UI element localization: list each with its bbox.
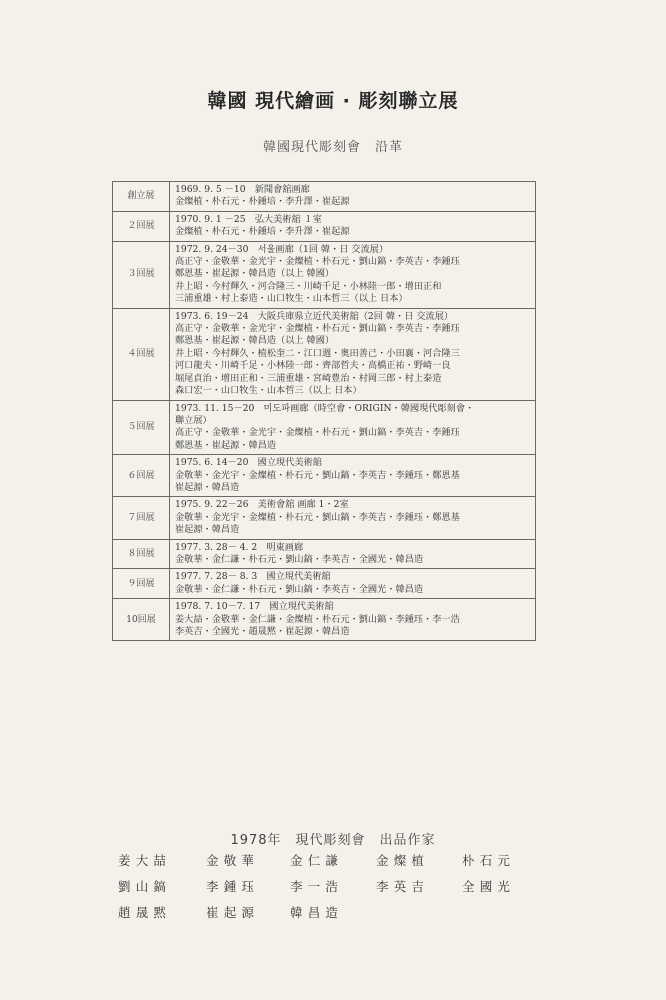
history-row xyxy=(113,400,536,455)
exhibition-participants: 高正守・金敬華・金光宇・金燦植・朴石元・劉山鎬・李英吉・李鍾珏 xyxy=(175,256,460,268)
exhibition-participants: 森口宏一・山口牧生・山本哲三（以上 日本） xyxy=(175,385,362,397)
exhibition-date-venue: 1970. 9. 1 －25 弘大美術舘 １室 xyxy=(175,213,322,225)
exhibition-date-venue: 1975. 9. 22－26 美術會舘 画廊 1・2室 xyxy=(175,499,349,511)
artist-name: 金敬華 xyxy=(206,853,260,868)
exhibition-participants: 李英吉・全國光・趙晟黙・崔起源・韓昌造 xyxy=(175,626,350,637)
exhibition-entry xyxy=(170,539,536,569)
history-row xyxy=(113,308,536,400)
exhibition-participants: 堀尾貞治・增田正和・三浦重雄・宮崎豊治・村岡三郎・村上泰造 xyxy=(175,372,442,384)
exhibition-date-venue: 1969. 9. 5 －10 新聞會舘画廊 xyxy=(175,184,310,195)
history-subtitle: 韓國現代彫刻會 沿革 xyxy=(262,140,403,155)
artist-name: 李英吉 xyxy=(376,879,430,894)
exhibition-participants: 鄭恩基・崔起源・韓昌造 xyxy=(175,439,277,451)
exhibition-label: ９回展 xyxy=(113,569,170,599)
artists-row xyxy=(118,903,538,929)
exhibition-entry xyxy=(170,308,536,400)
exhibition-label: ６回展 xyxy=(113,455,170,497)
artists-row xyxy=(118,851,538,877)
exhibition-label: 創立展 xyxy=(113,182,170,212)
history-row xyxy=(113,241,536,308)
history-row xyxy=(113,539,536,569)
exhibition-participants: 高正守・金敬華・金光宇・金燦植・朴石元・劉山鎬・李英吉・李鍾珏 xyxy=(175,323,460,335)
exhibition-participants: 金敬華・金光宇・金燦植・朴石元・劉山鎬・李英吉・李鍾珏・鄭恩基 xyxy=(175,511,460,523)
exhibition-participants: 河口龍夫・川崎千足・小林陸一郎・齊部哲夫・高橋正祐・野崎一良 xyxy=(175,360,451,372)
history-row xyxy=(113,455,536,497)
exhibition-date-venue: 1972. 9. 24－30 서울画廊（1回 韓・日 交流展） xyxy=(175,243,389,255)
exhibition-label: ４回展 xyxy=(113,308,170,400)
exhibition-label: 10回展 xyxy=(113,599,170,641)
exhibition-participants: 高正守・金敬華・金光宇・金燦植・朴石元・劉山鎬・李英吉・李鍾珏 xyxy=(175,427,460,439)
exhibition-label: ５回展 xyxy=(113,400,170,455)
exhibition-participants: 金燦植・朴石元・朴鍾培・李升澤・崔起源 xyxy=(175,196,350,208)
exhibition-participants: 聯立展） xyxy=(175,414,212,426)
artists-title: 1978年 現代彫刻會 出品作家 xyxy=(230,833,436,848)
exhibition-label: ２回展 xyxy=(113,211,170,241)
artists-list xyxy=(118,851,538,929)
artist-name: 韓昌造 xyxy=(290,905,344,920)
exhibition-participants: 金敬華・金仁謙・朴石元・劉山鎬・李英吉・全國光・韓昌造 xyxy=(175,553,424,565)
artist-name: 趙晟黙 xyxy=(118,905,172,920)
exhibition-label: ３回展 xyxy=(113,241,170,308)
exhibition-participants: 三浦重雄・村上泰造・山口牧生・山本哲三（以上 日本） xyxy=(175,293,408,305)
history-row xyxy=(113,599,536,641)
history-row xyxy=(113,569,536,599)
history-row xyxy=(113,211,536,241)
exhibition-participants: 金敬華・金仁謙・朴石元・劉山鎬・李英吉・全國光・韓昌造 xyxy=(175,583,424,595)
history-row xyxy=(113,497,536,539)
exhibition-entry xyxy=(170,599,536,641)
artist-name: 全國光 xyxy=(462,879,516,894)
exhibition-date-venue: 1977. 7. 28－ 8. 3 國立現代美術舘 xyxy=(175,571,331,583)
artist-name: 金燦植 xyxy=(376,853,430,868)
history-row xyxy=(113,182,536,212)
exhibition-entry xyxy=(170,211,536,241)
artist-name: 朴石元 xyxy=(462,853,516,868)
artist-name: 劉山鎬 xyxy=(118,879,172,894)
exhibition-participants: 姜大喆・金敬華・金仁謙・金燦植・朴石元・劉山鎬・李鍾珏・李一浩 xyxy=(175,613,460,625)
artist-name: 李一浩 xyxy=(290,879,344,894)
exhibition-entry xyxy=(170,182,536,212)
artists-row xyxy=(118,877,538,903)
exhibition-participants: 鄭恩基・崔起源・韓昌造（以上 韓國） xyxy=(175,335,335,347)
exhibition-history-table xyxy=(112,181,536,641)
exhibition-participants: 崔起源・韓昌造 xyxy=(175,481,240,493)
exhibition-entry xyxy=(170,400,536,455)
artist-name: 崔起源 xyxy=(206,905,260,920)
exhibition-date-venue: 1973. 11. 15－20 미도파画廊（時空會・ORIGIN・韓國現代彫刻會・ xyxy=(175,402,475,414)
exhibition-participants: 鄭恩基・崔起源・韓昌造（以上 韓國） xyxy=(175,268,335,280)
exhibition-entry xyxy=(170,569,536,599)
exhibition-entry xyxy=(170,455,536,497)
exhibition-date-venue: 1973. 6. 19－24 大阪兵庫県立近代美術舘（2回 韓・日 交流展） xyxy=(175,310,454,322)
exhibition-participants: 金燦植・朴石元・朴鍾培・李升澤・崔起源 xyxy=(175,226,350,238)
exhibition-label: ７回展 xyxy=(113,497,170,539)
exhibition-participants: 崔起源・韓昌造 xyxy=(175,524,240,536)
exhibition-label: ８回展 xyxy=(113,539,170,569)
page-title: 韓國 現代繪画 · 彫刻聯立展 xyxy=(207,90,459,112)
exhibition-entry xyxy=(170,497,536,539)
exhibition-participants: 井上昭・今村輝久・植松奎二・江口週・奥田善己・小田襄・河合隆三 xyxy=(175,347,460,359)
artist-name: 姜大喆 xyxy=(118,853,172,868)
exhibition-date-venue: 1975. 6. 14－20 國立現代美術舘 xyxy=(175,457,322,469)
exhibition-date-venue: 1977. 3. 28－ 4. 2 明東画廊 xyxy=(175,541,304,553)
exhibition-entry xyxy=(170,241,536,308)
exhibition-date-venue: 1978. 7. 10－7. 17 國立現代美術舘 xyxy=(175,601,334,613)
exhibition-participants: 井上昭・今村輝久・河合隆三・川崎千足・小林陸一郎・增田正和 xyxy=(175,280,442,292)
artist-name: 金仁謙 xyxy=(290,853,344,868)
exhibition-participants: 金敬華・金光宇・金燦植・朴石元・劉山鎬・李英吉・李鍾珏・鄭恩基 xyxy=(175,469,460,481)
artist-name: 李鍾珏 xyxy=(206,879,260,894)
